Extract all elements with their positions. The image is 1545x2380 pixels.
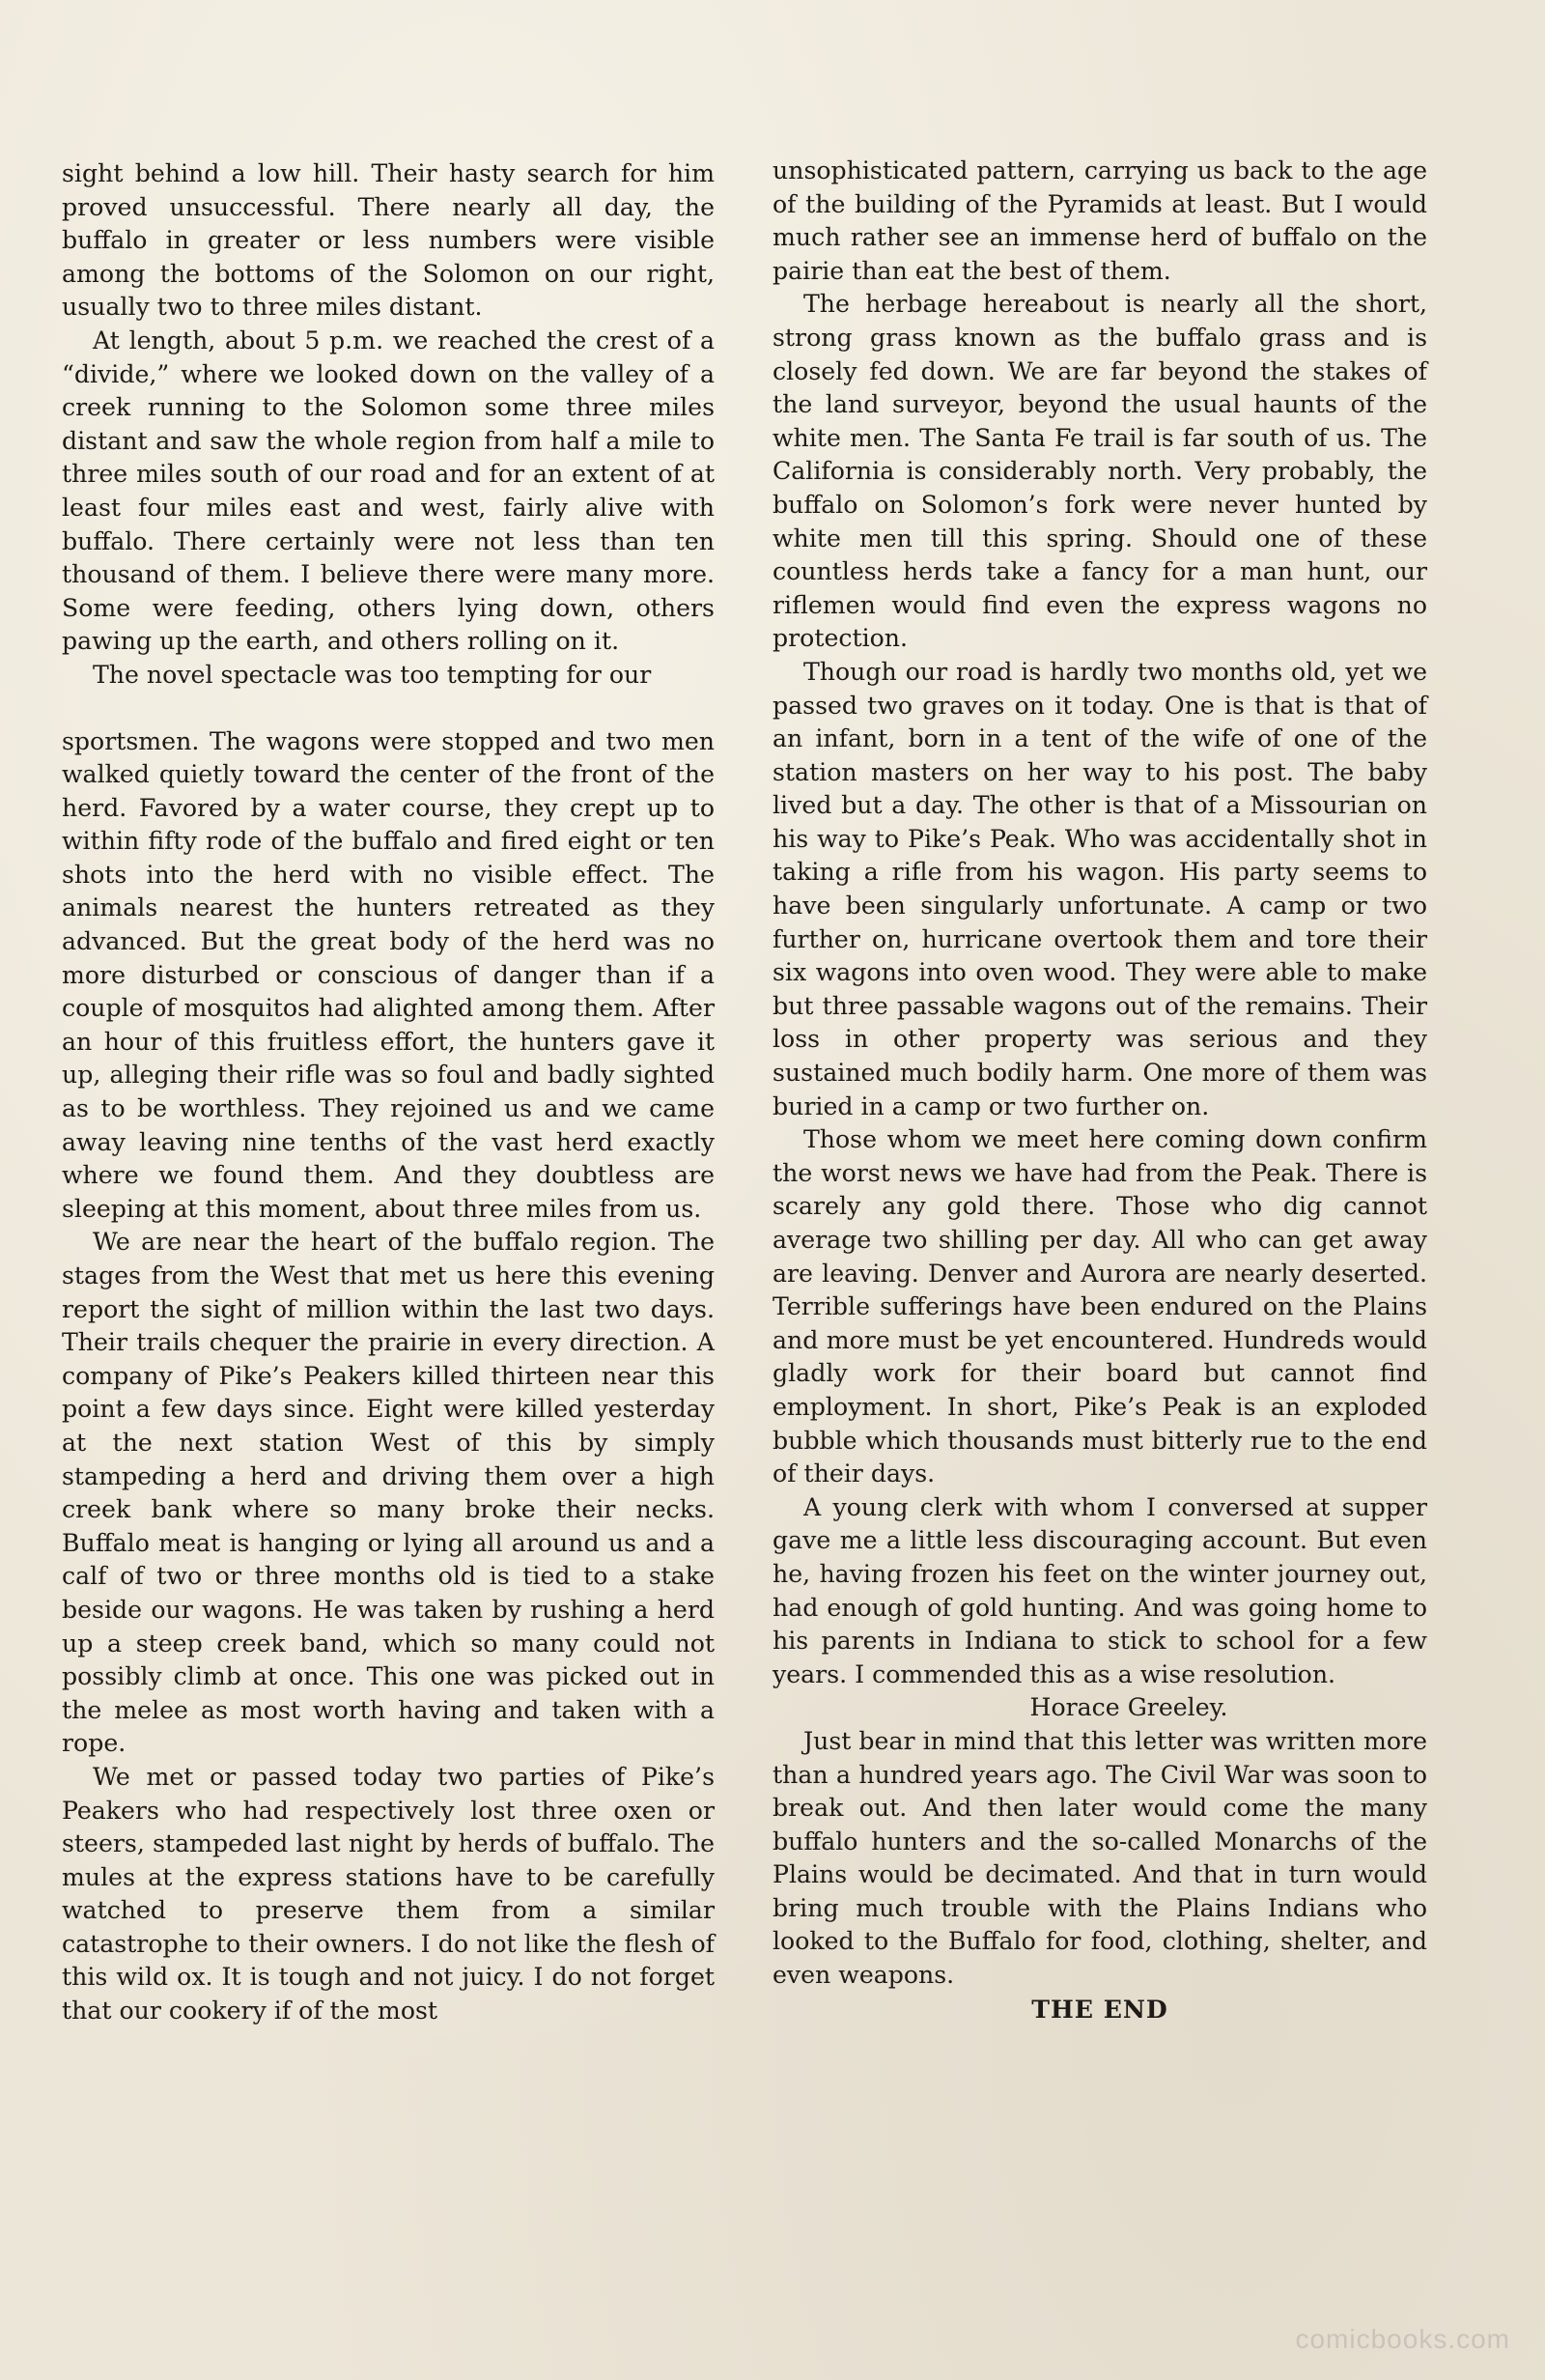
left-text-column — [62, 157, 715, 2028]
paragraph: unsophisticated pattern, carrying us back to the age of the building of the Pyramids at least. But I would much rather see an immense herd of buffalo on the pairie than eat the best of them. — [772, 156, 1427, 285]
the-end-heading: THE END — [1031, 1994, 1168, 2024]
paragraph: sight behind a low hill. Their hasty search for him proved unsuccessful. There nearly all day, the buffalo in greater or less numbers were visible among the bottoms of the Solomon on our right, usually two to three miles distant. — [62, 159, 715, 322]
paragraph: A young clerk with whom I conversed at supper gave me a little less discouraging account. But even he, having frozen his feet on the winter journey out, had enough of gold hunting. And was going home to his parents in Indiana to stick to school for a few years. I commended this as a wise resolution. — [772, 1492, 1427, 1688]
paragraph: We are near the heart of the buffalo region. The stages from the West that met us here this evening report the sight of million within the last two days. Their trails chequer the prairie in every direction. A company of Pike’s Peakers killed thirteen near this point a few days since. Eight were killed yesterday at the next station West of this by simply stampeding a herd and driving them over a high creek bank where so many broke their necks. Buffalo meat is hanging or lying all around us and a calf of two or three months old is tied to a stake beside our wagons. He was taken by rushing a herd up a steep creek band, which so many could not possibly climb at once. This one was picked out in the melee as most worth having and taken with a rope. — [62, 1228, 715, 1758]
paragraph: Though our road is hardly two months old, yet we passed two graves on it today. One is that is that of an infant, born in a tent of the wife of one of the station masters on her way to his post. The baby lived but a day. The other is that of a Missourian on his way to Pike’s Peak. Who was accidentally shot in taking a rifle from his wagon. His party seems to have been singularly unfortunate. A camp or two further on, hurricane overtook them and tore their six wagons into oven wood. They were able to make but three passable wagons out of the remains. Their loss in other property was serious and they sustained much bodily harm. One more of them was buried in a camp or two further on. — [772, 657, 1427, 1120]
paragraph: sportsmen. The wagons were stopped and two men walked quietly toward the center of the front of the herd. Favored by a water course, they crept up to within fifty rode of the buffalo and fired eight or ten shots into the herd with no visible effect. The animals nearest the hunters retreated as they advanced. But the great body of the herd was no more disturbed or conscious of danger than if a couple of mosquitos had alighted among them. After an hour of this fruitless effort, the hunters gave it up, alleging their rifle was so foul and badly sighted as to be worthless. They rejoined us and we came away leaving nine tenths of the vast herd exactly where we found them. And they doubtless are sleeping at this moment, about three miles from us. — [62, 726, 715, 1223]
paragraph: At length, about 5 p.m. we reached the crest of a “divide,” where we looked down on the valley of a creek running to the Solomon some three miles distant and saw the whole region from half a mile to three miles south of our road and for an extent of at least four miles east and west, fairly alive with buffalo. There certainly were not less than ten thousand of them. I believe there were many more. Some were feeding, others lying down, others pawing up the earth, and others rolling on it. — [62, 326, 715, 656]
paragraph: We met or passed today two parties of Pike’s Peakers who had respectively lost three oxen or steers, stampeded last night by herds of buffalo. The mules at the express stations have to be carefully watched to preserve them from a similar catastrophe to their owners. I do not like the flesh of this wild ox. It is tough and not juicy. I do not forget that our cookery if of the most — [62, 1762, 715, 2026]
watermark: comicbooks.com — [1295, 2324, 1510, 2354]
paragraph: The herbage hereabout is nearly all the short, strong grass known as the buffalo grass and is closely fed down. We are far beyond the stakes of the land surveyor, beyond the usual haunts of the white men. The Santa Fe trail is far south of us. The California is considerably north. Very probably, the buffalo on Solomon’s fork were never hunted by white men till this spring. Should one of these countless herds take a fancy for a man hunt, our riflemen would find even the express wagons no protection. — [772, 290, 1427, 653]
column-break-gap — [62, 693, 715, 725]
right-text-column — [772, 155, 1427, 2026]
paragraph: Those whom we meet here coming down confirm the worst news we have had from the Peak. There is scarely any gold there. Those who dig cannot average two shilling per day. All who can get away are leaving. Denver and Aurora are nearly deserted. Terrible sufferings have been endured on the Plains and more must be yet encountered. Hundreds would gladly work for their board but cannot find employment. In short, Pike’s Peak is an exploded bubble which thousands must bitterly rue to the end of their days. — [772, 1125, 1427, 1488]
paragraph: The novel spectacle was too tempting for our — [93, 660, 652, 689]
signature: Horace Greeley. — [1029, 1693, 1228, 1722]
paragraph: Just bear in mind that this letter was written more than a hundred years ago. The Civil War was soon to break out. And then later would come the many buffalo hunters and the so-called Monarchs of the Plains would be decimated. And that in turn would bring much trouble with the Plains Indians who looked to the Buffalo for food, clothing, shelter, and even weapons. — [772, 1726, 1427, 1990]
